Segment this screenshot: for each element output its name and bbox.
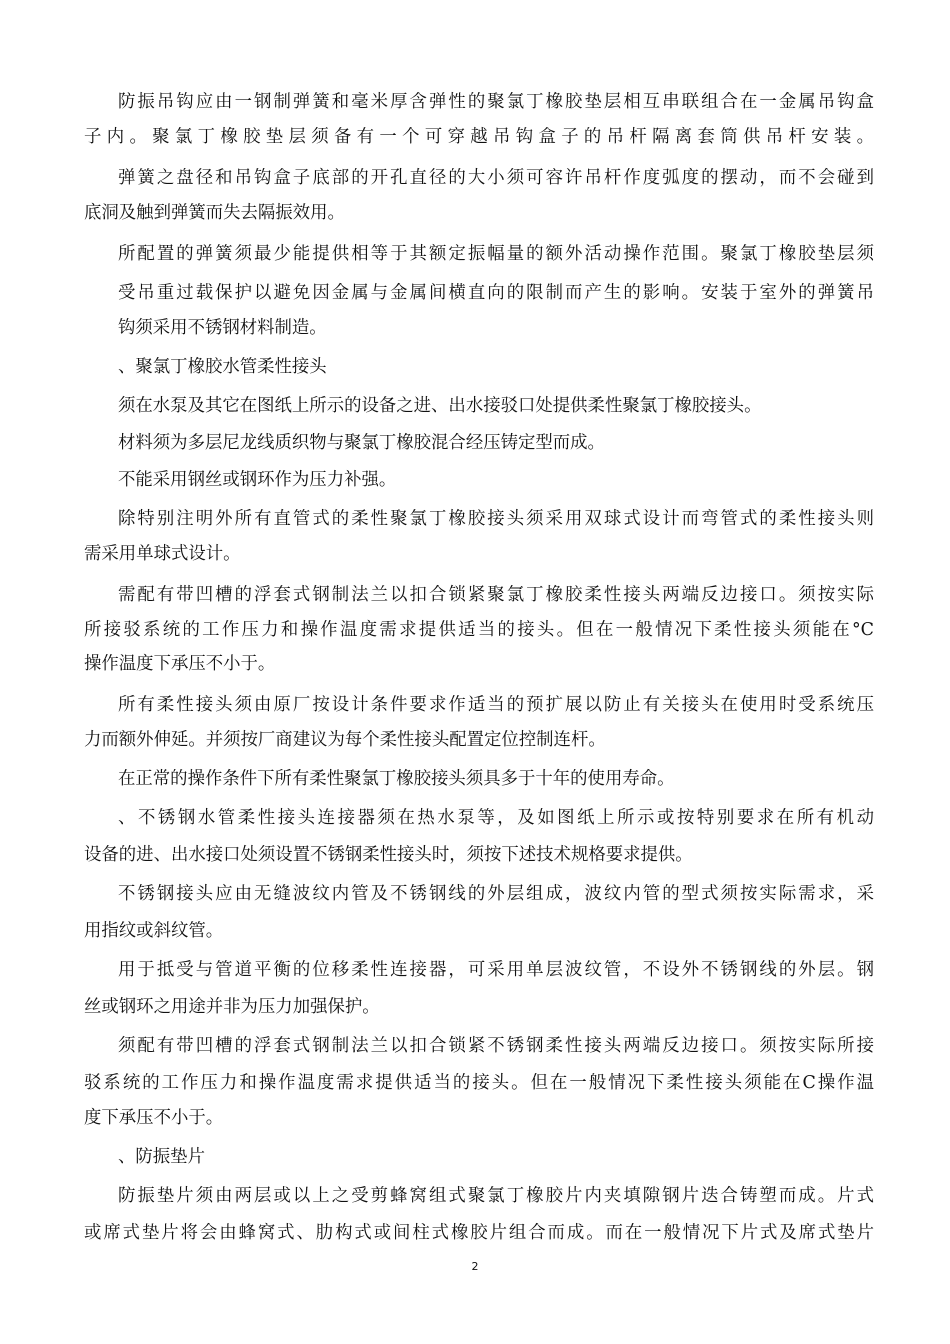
text-line: 防振吊钩应由一钢制弹簧和毫米厚含弹性的聚氯丁橡胶垫层相互串联组合在一金属吊钩盒 [118, 92, 874, 112]
text-line: 底洞及触到弹簧而失去隔振效用。 [84, 203, 345, 223]
text-line: 所接驳系统的工作压力和操作温度需求提供适当的接头。但在一般情况下柔性接头须能在°C [84, 620, 874, 640]
text-line: 除特别注明外所有直管式的柔性聚氯丁橡胶接头须采用双球式设计而弯管式的柔性接头则 [118, 509, 874, 529]
section-heading: 、防振垫片 [118, 1147, 205, 1167]
text-line: 用于抵受与管道平衡的位移柔性连接器，可采用单层波纹管，不设外不锈钢线的外层。钢 [118, 960, 874, 980]
text-line: 或席式垫片将会由蜂窝式、肋构式或间柱式橡胶片组合而成。而在一般情况下片式及席式垫片 [84, 1223, 874, 1243]
text-line: 不能采用钢丝或钢环作为压力补强。 [118, 470, 397, 490]
text-line: 度下承压不小于。 [84, 1108, 224, 1128]
text-line: 不锈钢接头应由无缝波纹内管及不锈钢线的外层组成，波纹内管的型式须按实际需求，采 [118, 884, 874, 904]
text-line: 防振垫片须由两层或以上之受剪蜂窝组式聚氯丁橡胶片内夹填隙钢片迭合铸塑而成。片式 [118, 1186, 874, 1206]
text-line: 钩须采用不锈钢材料制造。 [118, 318, 327, 338]
text-line: 用指纹或斜纹管。 [84, 921, 224, 941]
text-line: 需配有带凹槽的浮套式钢制法兰以扣合锁紧聚氯丁橡胶柔性接头两端反边接口。须按实际 [118, 585, 874, 605]
text-line: 丝或钢环之用途并非为压力加强保护。 [84, 997, 380, 1017]
text-line: 弹簧之盘径和吊钩盒子底部的开孔直径的大小须可容许吊杆作度弧度的摆动，而不会碰到 [118, 168, 874, 188]
text-line: 须在水泵及其它在图纸上所示的设备之进、出水接驳口处提供柔性聚氯丁橡胶接头。 [118, 396, 762, 416]
text-line: 力而额外伸延。并须按厂商建议为每个柔性接头配置定位控制连杆。 [84, 730, 606, 750]
text-line: 需采用单球式设计。 [84, 544, 241, 564]
text-line: 须配有带凹槽的浮套式钢制法兰以扣合锁紧不锈钢柔性接头两端反边接口。须按实际所接 [118, 1036, 874, 1056]
text-line: 受吊重过载保护以避免因金属与金属间横直向的限制而产生的影响。安装于室外的弹簧吊 [118, 283, 874, 303]
text-line: 材料须为多层尼龙线质织物与聚氯丁橡胶混合经压铸定型而成。 [118, 433, 605, 453]
text-line: 驳系统的工作压力和操作温度需求提供适当的接头。但在一般情况下柔性接头须能在C操作温 [84, 1073, 874, 1093]
text-line: 所有柔性接头须由原厂按设计条件要求作适当的预扩展以防止有关接头在使用时受系统压 [118, 695, 874, 715]
page-number: 2 [471, 1260, 479, 1273]
text-line: 操作温度下承压不小于。 [84, 654, 276, 674]
text-line: 在正常的操作条件下所有柔性聚氯丁橡胶接头须具多于十年的使用寿命。 [118, 769, 675, 789]
text-line: 子内。聚氯丁橡胶垫层须备有一个可穿越吊钩盒子的吊杆隔离套筒供吊杆安装。 [84, 127, 874, 147]
text-line: 设备的进、出水接口处须设置不锈钢柔性接头时，须按下述技术规格要求提供。 [84, 845, 693, 865]
text-line: 所配置的弹簧须最少能提供相等于其额定振幅量的额外活动操作范围。聚氯丁橡胶垫层须 [118, 244, 874, 264]
section-heading: 、聚氯丁橡胶水管柔性接头 [118, 357, 327, 377]
text-line: 、不锈钢水管柔性接头连接器须在热水泵等，及如图纸上所示或按特别要求在所有机动 [118, 808, 874, 828]
